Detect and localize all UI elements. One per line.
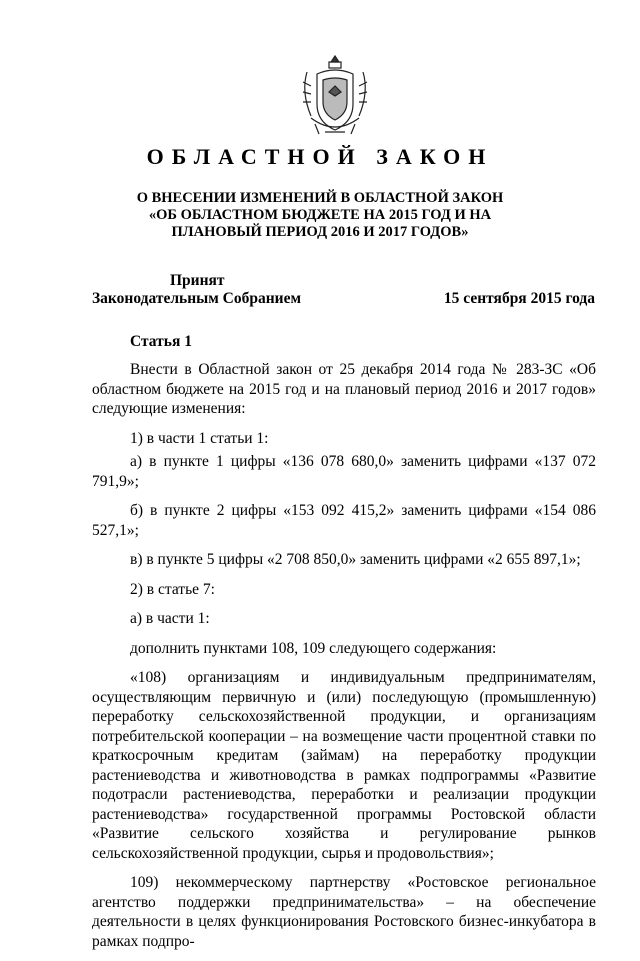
accepted-by	[92, 272, 301, 308]
paragraph: дополнить пунктами 108, 109 следующего содержания:	[130, 639, 497, 657]
paragraph: а) в части 1:	[130, 610, 210, 627]
document-title: ОБЛАСТНОЙ ЗАКОН	[146, 144, 494, 169]
paragraph: а) в пункте 1 цифры «136 078 680,0» заменить цифрами «137 072 791,9»;	[92, 453, 596, 490]
article-heading: Статья 1	[130, 333, 192, 350]
paragraph: Внести в Областной закон от 25 декабря 2014 года № 283-ЗС «Об областном бюджете на 2015 год и на плановый период 2016 и 2017 годов» следующие изменения:	[92, 361, 596, 417]
paragraph: в) в пункте 5 цифры «2 708 850,0» заменить цифрами «2 655 897,1»;	[130, 551, 581, 568]
paragraph: 1) в части 1 статьи 1:	[130, 429, 269, 447]
paragraph: 2) в статье 7:	[130, 580, 215, 598]
paragraph: б) в пункте 2 цифры «153 092 415,2» заменить цифрами «154 086 527,1»;	[92, 502, 596, 539]
adoption-date: 15 сентября 2015 года	[443, 290, 595, 307]
accepted-body: Законодательным Собранием	[92, 290, 302, 307]
subtitle-line: «ОБ ОБЛАСТНОМ БЮДЖЕТЕ НА 2015 ГОД И НА	[148, 207, 492, 223]
coat-of-arms-emblem	[295, 52, 375, 140]
accepted-label: Принят	[170, 272, 225, 289]
document-body	[92, 360, 596, 961]
subtitle-line: ПЛАНОВЫЙ ПЕРИОД 2016 И 2017 ГОДОВ»	[171, 224, 469, 240]
paragraph: «108) организациям и индивидуальным предпринимателям, осуществляющим первичную и (или) последующую (промышленную) переработку сельскохозяйственной продукции, и организациям потребительской кооперации – на возмещение части процентной ставки по краткосрочным кредитам (займам) на переработку продукции растениеводства и животноводства в рамках подпрограммы «Развитие подотрасли растениеводства, переработки и реализации продукции растениеводства» государственной программы Ростовской области «Развитие сельского хозяйства и регулирование рынков сельскохозяйственной продукции, сырья и продовольствия»;	[92, 669, 596, 862]
subtitle-line: О ВНЕСЕНИИ ИЗМЕНЕНИЙ В ОБЛАСТНОЙ ЗАКОН	[136, 190, 504, 206]
paragraph: 109) некоммерческому партнерству «Ростовское региональное агентство поддержки предпринимательства» – на обеспечение деятельности в целях функционирования Ростовского бизнес-инкубатора в рамках подпро-	[92, 874, 596, 950]
document-subtitle	[0, 190, 640, 241]
